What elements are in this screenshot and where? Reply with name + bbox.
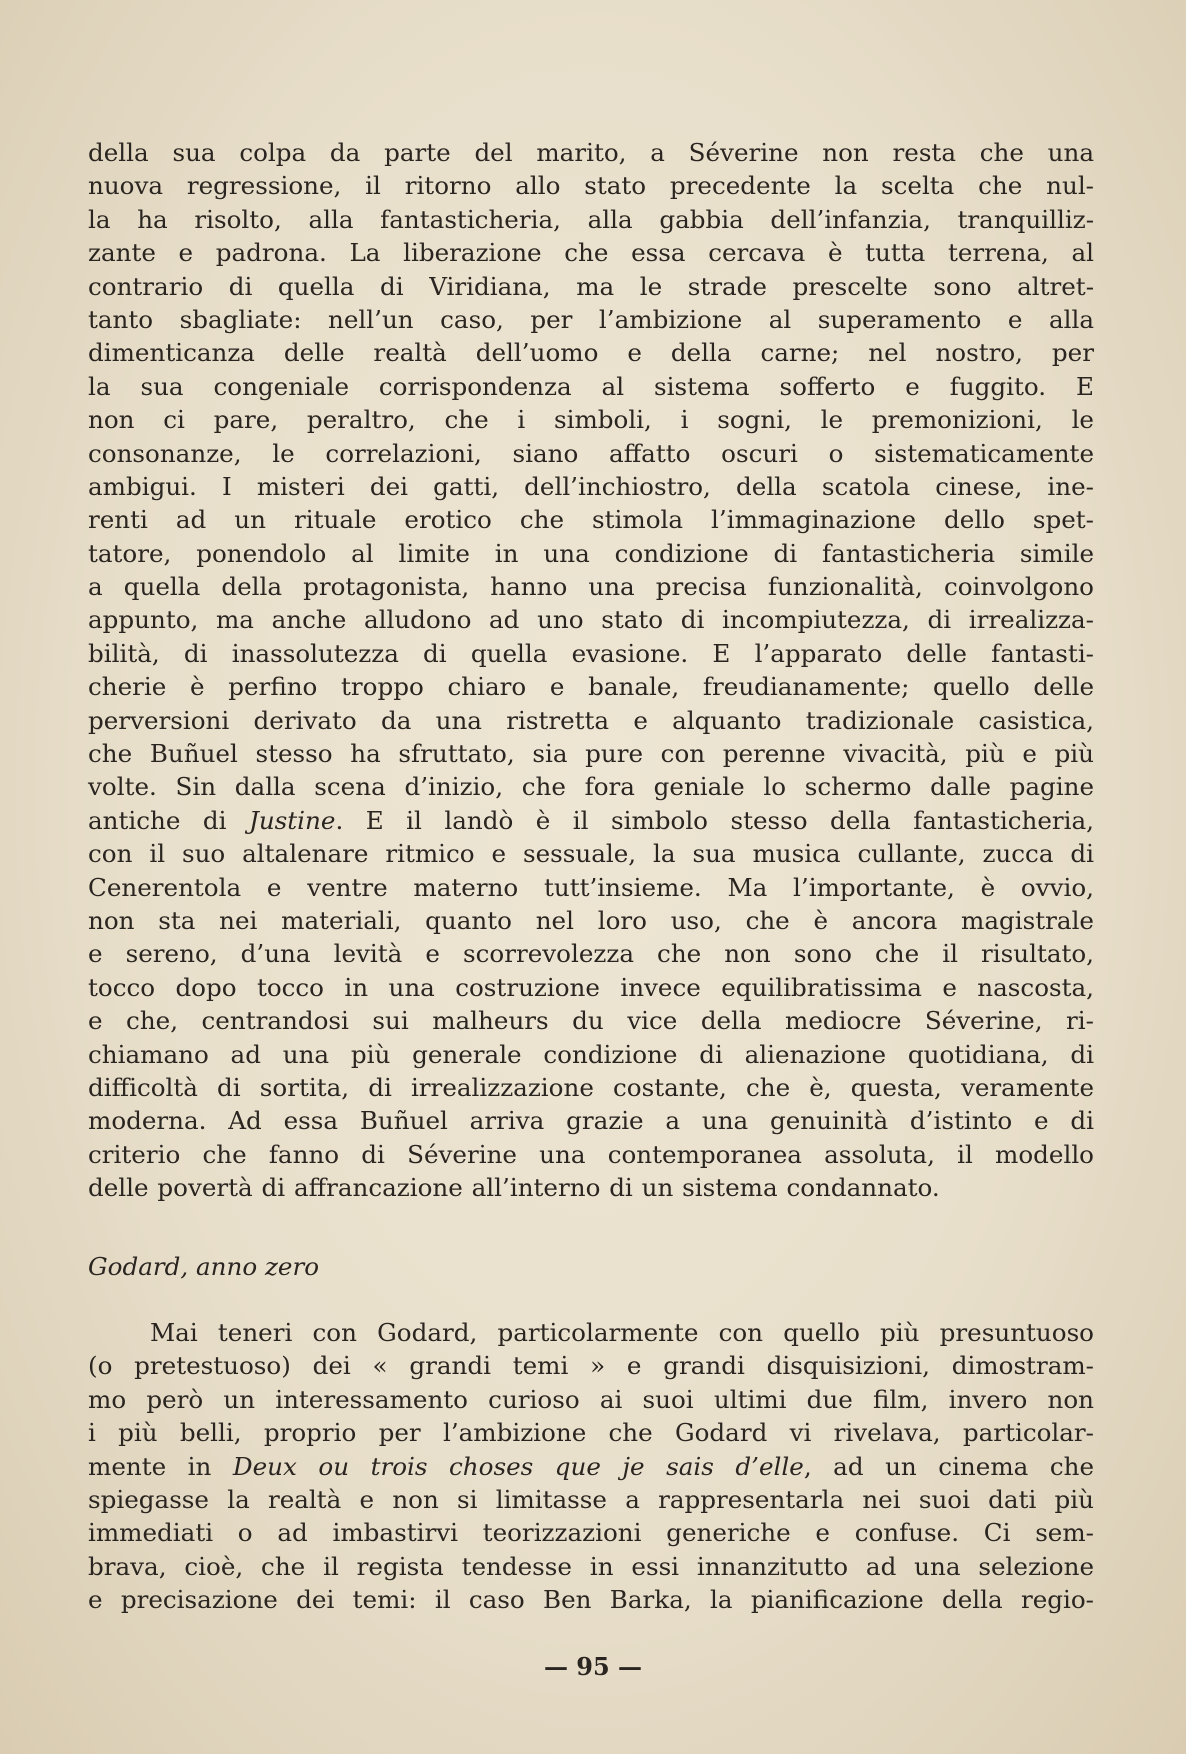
work-title-justine: Justine bbox=[248, 805, 336, 835]
section-heading: Godard, anno zero bbox=[88, 1252, 320, 1281]
text-line: e sereno, d’una levità e scorrevolezza che non sono che il risultato, bbox=[88, 939, 1094, 969]
text-line: a quella della protagonista, hanno una precisa funzionalità, coinvolgono bbox=[88, 572, 1094, 602]
text-run: , ad un cinema che bbox=[803, 1451, 1094, 1481]
text-line: tocco dopo tocco in una costruzione invece equilibratissima e nascosta, bbox=[88, 972, 1094, 1002]
text-line: la ha risolto, alla fantasticheria, alla gabbia dell’infanzia, tranquilliz- bbox=[88, 204, 1094, 234]
text-line: moderna. Ad essa Buñuel arriva grazie a una genuinità d’istinto e di bbox=[88, 1106, 1094, 1136]
text-line: (o pretestuoso) dei « grandi temi » e grandi disquisizioni, dimostram- bbox=[88, 1351, 1094, 1381]
text-line: chiamano ad una più generale condizione di alienazione quotidiana, di bbox=[88, 1039, 1094, 1069]
text-line: appunto, ma anche alludono ad uno stato di incompiutezza, di irrealizza- bbox=[88, 605, 1094, 635]
text-line: ambigui. I misteri dei gatti, dell’inchiostro, della scatola cinese, ine- bbox=[88, 471, 1094, 501]
text-line: bilità, di inassolutezza di quella evasione. E l’apparato delle fantasti- bbox=[88, 638, 1094, 668]
text-line: dimenticanza delle realtà dell’uomo e della carne; nel nostro, per bbox=[88, 338, 1094, 368]
text-line: Cenerentola e ventre materno tutt’insieme. Ma l’importante, è ovvio, bbox=[88, 872, 1094, 902]
text-line: delle povertà di affrancazione all’interno di un sistema condannato. bbox=[88, 1173, 940, 1203]
text-line: Mai teneri con Godard, particolarmente con quello più presuntuoso bbox=[150, 1318, 1094, 1347]
text-line: criterio che fanno di Séverine una contemporanea assoluta, il modello bbox=[88, 1139, 1094, 1169]
text-line: con il suo altalenare ritmico e sessuale, la sua musica cullante, zucca di bbox=[88, 839, 1094, 869]
text-line: tatore, ponendolo al limite in una condizione di fantasticheria simile bbox=[88, 538, 1094, 568]
page-number: — 95 — bbox=[543, 1652, 643, 1681]
text-line: immediati o ad imbastirvi teorizzazioni generiche e confuse. Ci sem- bbox=[88, 1518, 1094, 1548]
text-line: della sua colpa da parte del marito, a Séverine non resta che una bbox=[88, 138, 1094, 167]
text-run: . E il landò è il simbolo stesso della fantasticheria, bbox=[335, 805, 1094, 835]
text-run: antiche di bbox=[88, 805, 249, 835]
text-line: non ci pare, peraltro, che i simboli, i sogni, le premonizioni, le bbox=[88, 405, 1094, 435]
text-line: i più belli, proprio per l’ambizione che Godard vi rivelava, particolar- bbox=[88, 1418, 1094, 1448]
text-run: mente in bbox=[88, 1451, 233, 1481]
paragraph-severine bbox=[88, 136, 1094, 1205]
text-line: spiegasse la realtà e non si limitasse a rappresentarla nei suoi dati più bbox=[88, 1484, 1094, 1514]
text-line: tanto sbagliate: nell’un caso, per l’ambizione al superamento e alla bbox=[88, 304, 1094, 334]
text-line: la sua congeniale corrispondenza al sistema sofferto e fuggito. E bbox=[88, 371, 1094, 401]
text-line: mo però un interessamento curioso ai suoi ultimi due film, invero non bbox=[88, 1384, 1094, 1414]
text-line-with-title bbox=[88, 1450, 1094, 1483]
work-title-deux-ou-trois-choses: Deux ou trois choses que je sais d’elle bbox=[232, 1451, 804, 1481]
text-line: consonanze, le correlazioni, siano affatto oscuri o sistematicamente bbox=[88, 438, 1094, 468]
text-line: nuova regressione, il ritorno allo stato precedente la scelta che nul- bbox=[88, 171, 1094, 201]
text-line: non sta nei materiali, quanto nel loro uso, che è ancora magistrale bbox=[88, 905, 1094, 935]
text-line: brava, cioè, che il regista tendesse in essi innanzitutto ad una selezione bbox=[88, 1551, 1094, 1581]
text-line: contrario di quella di Viridiana, ma le strade prescelte sono altret- bbox=[88, 271, 1094, 301]
text-line: perversioni derivato da una ristretta e alquanto tradizionale casistica, bbox=[88, 705, 1094, 735]
text-line: zante e padrona. La liberazione che essa cercava è tutta terrena, al bbox=[88, 238, 1094, 268]
paragraph-godard bbox=[88, 1316, 1094, 1617]
text-line: volte. Sin dalla scena d’inizio, che fora geniale lo schermo dalle pagine bbox=[88, 772, 1094, 802]
text-line: difficoltà di sortita, di irrealizzazione costante, che è, questa, veramente bbox=[88, 1072, 1094, 1102]
text-line: renti ad un rituale erotico che stimola l’immaginazione dello spet- bbox=[88, 505, 1094, 535]
text-line: cherie è perfino troppo chiaro e banale, freudianamente; quello delle bbox=[88, 672, 1094, 702]
text-line: e che, centrandosi sui malheurs du vice della mediocre Séverine, ri- bbox=[88, 1006, 1094, 1036]
text-line-with-title bbox=[88, 804, 1094, 837]
text-line: e precisazione dei temi: il caso Ben Barka, la pianificazione della regio- bbox=[88, 1585, 1094, 1615]
text-line: che Buñuel stesso ha sfruttato, sia pure con perenne vivacità, più e più bbox=[88, 739, 1094, 769]
